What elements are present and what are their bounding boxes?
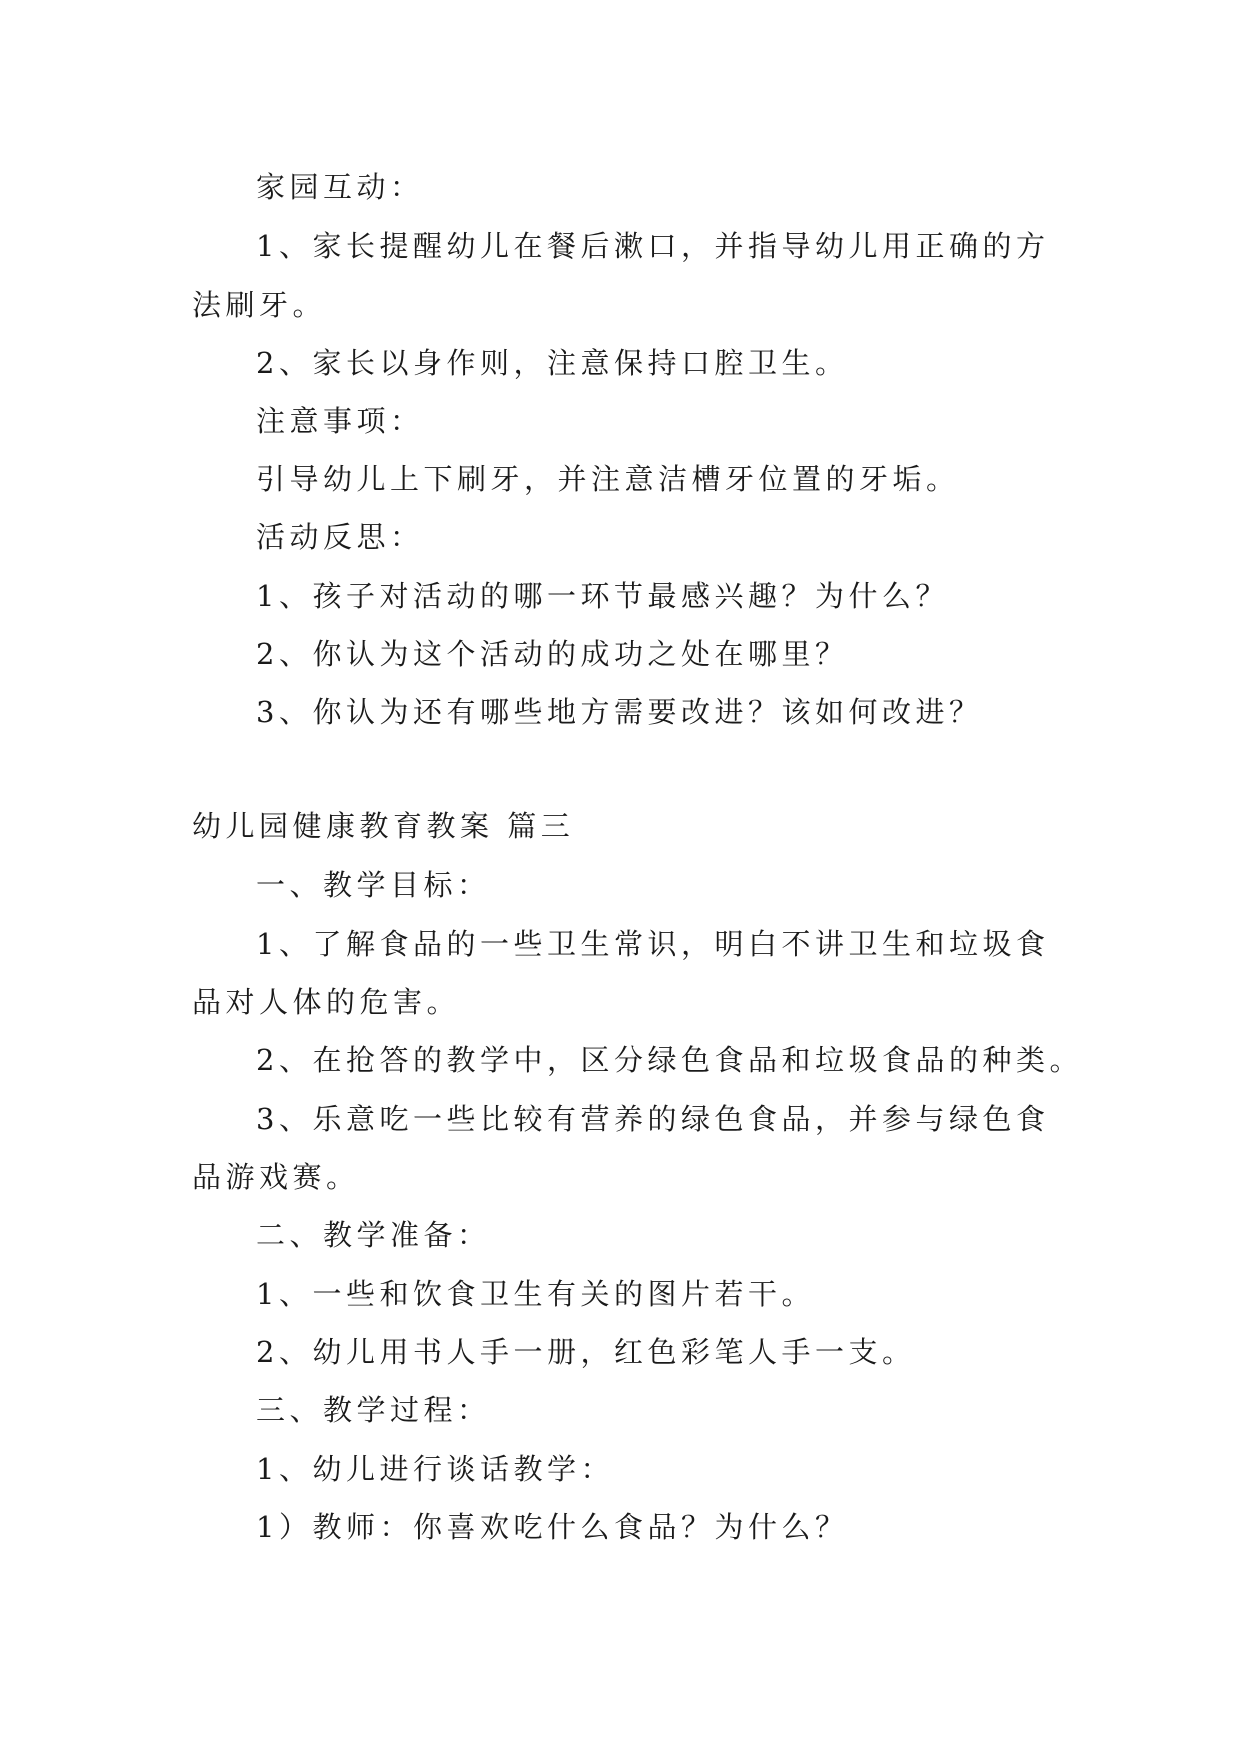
process-heading: 三、教学过程： xyxy=(256,1393,491,1427)
goal-2: 2、在抢答的教学中，区分绿色食品和垃圾食品的种类。 xyxy=(256,1043,1083,1077)
goal-3-line-2: 品游戏赛。 xyxy=(192,1160,360,1194)
reflection-item-3: 3、你认为还有哪些地方需要改进？该如何改进？ xyxy=(256,695,983,729)
prep-item-1: 1、一些和饮食卫生有关的图片若干。 xyxy=(256,1277,815,1311)
notes-text: 引导幼儿上下刷牙，并注意洁槽牙位置的牙垢。 xyxy=(256,462,960,496)
goal-1-line-2: 品对人体的危害。 xyxy=(192,985,461,1019)
section-title: 幼儿园健康教育教案 篇三 xyxy=(192,809,575,843)
reflection-item-1: 1、孩子对活动的哪一环节最感兴趣？为什么？ xyxy=(256,579,949,613)
reflection-heading: 活动反思： xyxy=(256,520,424,554)
process-item-1: 1、幼儿进行谈话教学： xyxy=(256,1452,614,1486)
home-interaction-heading: 家园互动： xyxy=(256,170,424,204)
home-item-1-line-1: 1、家长提醒幼儿在餐后漱口，并指导幼儿用正确的方 xyxy=(256,229,1050,263)
process-item-1-1: 1）教师：你喜欢吃什么食品？为什么？ xyxy=(256,1510,849,1544)
notes-heading: 注意事项： xyxy=(256,404,424,438)
goal-3-line-1: 3、乐意吃一些比较有营养的绿色食品，并参与绿色食 xyxy=(256,1102,1050,1136)
home-item-1-line-2: 法刷牙。 xyxy=(192,288,327,322)
home-item-2: 2、家长以身作则，注意保持口腔卫生。 xyxy=(256,346,849,380)
reflection-item-2: 2、你认为这个活动的成功之处在哪里？ xyxy=(256,637,849,671)
goals-heading: 一、教学目标： xyxy=(256,868,491,902)
prep-item-2: 2、幼儿用书人手一册，红色彩笔人手一支。 xyxy=(256,1335,916,1369)
goal-1-line-1: 1、了解食品的一些卫生常识，明白不讲卫生和垃圾食 xyxy=(256,927,1050,961)
prep-heading: 二、教学准备： xyxy=(256,1218,491,1252)
